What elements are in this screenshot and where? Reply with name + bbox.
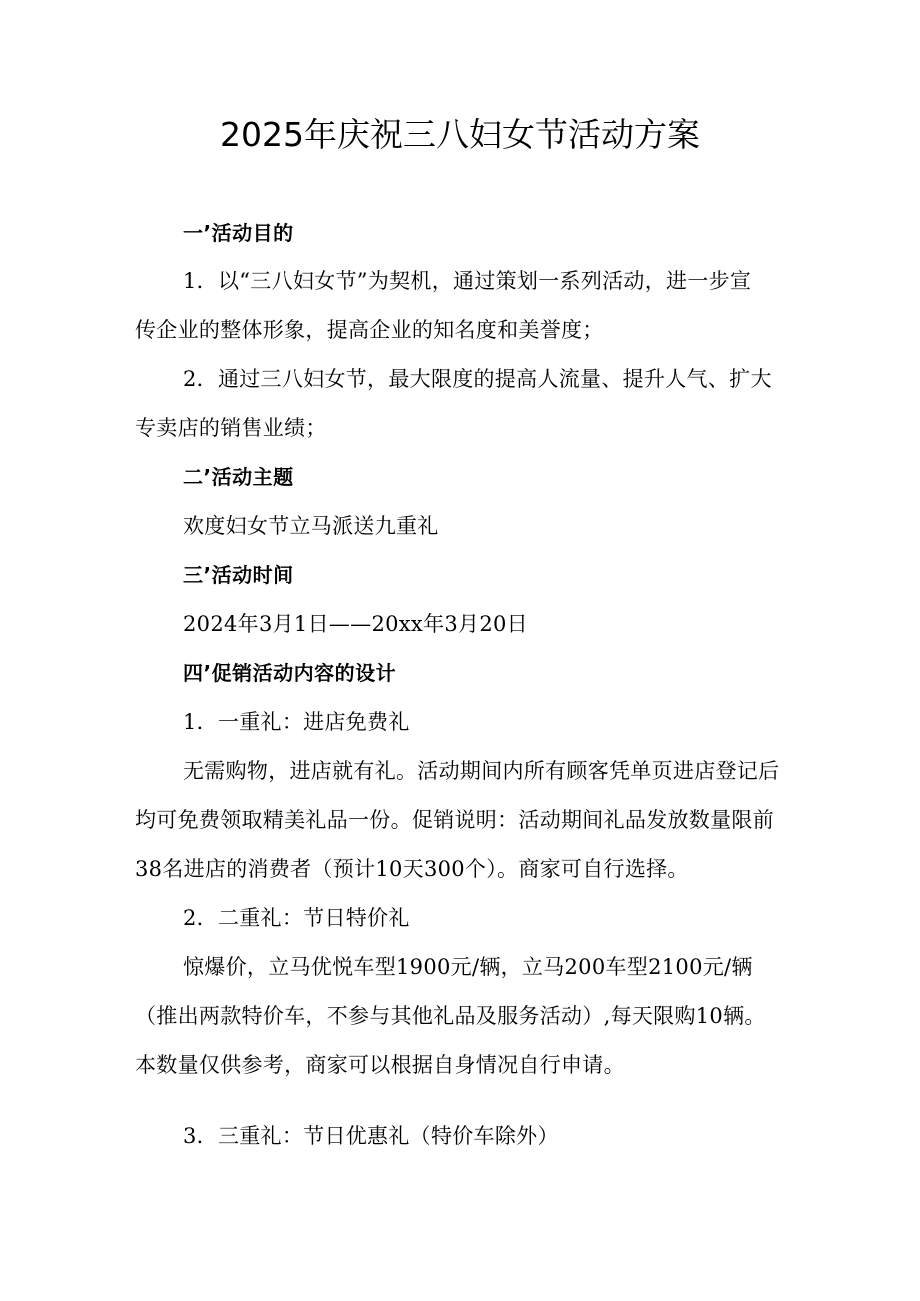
gift2-title: 2．二重礼：节日特价礼 — [183, 906, 410, 930]
paragraph-line: 38名进店的消费者（预计10天300个）。商家可自行选择。 — [135, 857, 689, 881]
paragraph-line: 无需购物，进店就有礼。活动期间内所有顾客凭单页进店登记后 — [183, 759, 780, 783]
paragraph-line: 本数量仅供参考，商家可以根据自身情况自行申请。 — [135, 1053, 625, 1077]
section-heading-content: 四’促销活动内容的设计 — [183, 661, 397, 685]
gift3-title: 3．三重礼：节日优惠礼（特价车除外） — [183, 1124, 559, 1148]
paragraph-line: 专卖店的销售业绩； — [135, 416, 327, 440]
paragraph-line: 传企业的整体形象，提高企业的知名度和美誉度； — [135, 318, 604, 342]
paragraph-line: 均可免费领取精美礼品一份。促销说明：活动期间礼品发放数量限前 — [135, 808, 774, 832]
document-title: 2025年庆祝三八妇女节活动方案 — [220, 115, 700, 154]
paragraph-line: 欢度妇女节立马派送九重礼 — [183, 514, 439, 538]
section-heading-theme: 二’活动主题 — [183, 465, 294, 489]
paragraph-line: 惊爆价，立马优悦车型1900元/辆，立马200车型2100元/辆 — [183, 955, 753, 979]
paragraph-line: （推出两款特价车，不参与其他礼品及服务活动）,每天限购10辆。 — [135, 1004, 766, 1028]
paragraph-line: 2024年3月1日——20xx年3月20日 — [183, 612, 528, 636]
gift1-title: 1．一重礼：进店免费礼 — [183, 710, 410, 734]
section-heading-purpose: 一’活动目的 — [183, 221, 294, 245]
paragraph-line: 2．通过三八妇女节，最大限度的提高人流量、提升人气、扩大 — [183, 367, 772, 391]
section-heading-time: 三’活动时间 — [183, 563, 294, 587]
paragraph-line: 1．以“三八妇女节”为契机，通过策划一系列活动，进一步宣 — [183, 269, 752, 293]
